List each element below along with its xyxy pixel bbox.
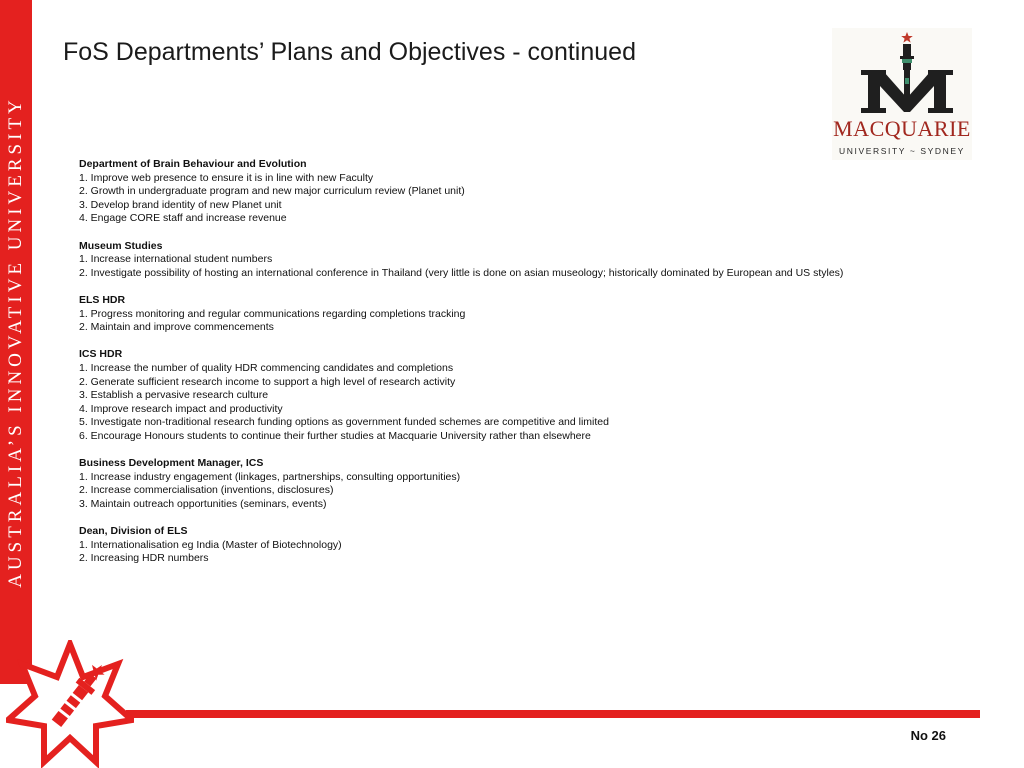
objective-item: 5. Investigate non-traditional research funding options as government funded schemes are competitive and limited: [79, 416, 609, 429]
objective-item: 1. Increase international student numbers: [79, 253, 273, 266]
objective-item: 6. Encourage Honours students to continue their further studies at Macquarie University rather than elsewhere: [79, 429, 591, 442]
objective-section: [79, 348, 979, 443]
objective-item: 2. Increase commercialisation (inventions, disclosures): [79, 484, 334, 497]
logo-wordmark: MACQUARIE: [833, 116, 971, 141]
page-number: No 26: [910, 728, 946, 743]
macquarie-logo: [832, 28, 972, 160]
bottom-rule: [126, 710, 980, 718]
section-heading: ICS HDR: [79, 348, 123, 361]
objective-item: 2. Investigate possibility of hosting an international conference in Thailand (very little is done on asian museology; historically dominated by European and US styles): [79, 266, 844, 279]
logo-subtitle: UNIVERSITY ~ SYDNEY: [839, 146, 965, 156]
objective-item: 1. Increase the number of quality HDR commencing candidates and completions: [79, 361, 454, 374]
lighthouse-m-icon: [832, 28, 972, 118]
objective-item: 3. Develop brand identity of new Planet unit: [79, 198, 282, 211]
objective-section: [79, 457, 979, 511]
objective-item: 2. Growth in undergraduate program and new major curriculum review (Planet unit): [79, 185, 465, 198]
objective-section: [79, 240, 979, 281]
objective-item: 1. Internationalisation eg India (Master of Biotechnology): [79, 538, 342, 551]
objective-item: 4. Engage CORE staff and increase revenue: [79, 212, 287, 225]
page-title: FoS Departments’ Plans and Objectives - continued: [63, 38, 636, 66]
section-heading: Dean, Division of ELS: [79, 525, 188, 538]
section-heading: Department of Brain Behaviour and Evolution: [79, 158, 307, 170]
section-heading: Business Development Manager, ICS: [79, 457, 264, 470]
objective-item: 1. Improve web presence to ensure it is in line with new Faculty: [79, 171, 374, 184]
side-band: [0, 0, 32, 684]
star-lighthouse-icon: [6, 640, 134, 768]
section-heading: ELS HDR: [79, 293, 126, 306]
section-heading: Museum Studies: [79, 239, 163, 252]
objective-item: 2. Generate sufficient research income to support a high level of research activity: [79, 375, 456, 388]
objective-section: [79, 525, 979, 566]
objective-section: [79, 294, 979, 335]
objective-item: 1. Progress monitoring and regular communications regarding completions tracking: [79, 307, 466, 320]
objective-item: 3. Establish a pervasive research culture: [79, 389, 269, 402]
objective-item: 4. Improve research impact and productivity: [79, 402, 283, 415]
objective-item: 3. Maintain outreach opportunities (seminars, events): [79, 497, 327, 510]
side-tagline: AUSTRALIA’S INNOVATIVE UNIVERSITY: [5, 96, 26, 588]
objective-item: 2. Maintain and improve commencements: [79, 321, 274, 334]
objective-item: 1. Increase industry engagement (linkages, partnerships, consulting opportunities): [79, 470, 461, 483]
objective-item: 2. Increasing HDR numbers: [79, 552, 209, 565]
objectives-list: [79, 158, 979, 579]
objective-section: [79, 158, 979, 226]
